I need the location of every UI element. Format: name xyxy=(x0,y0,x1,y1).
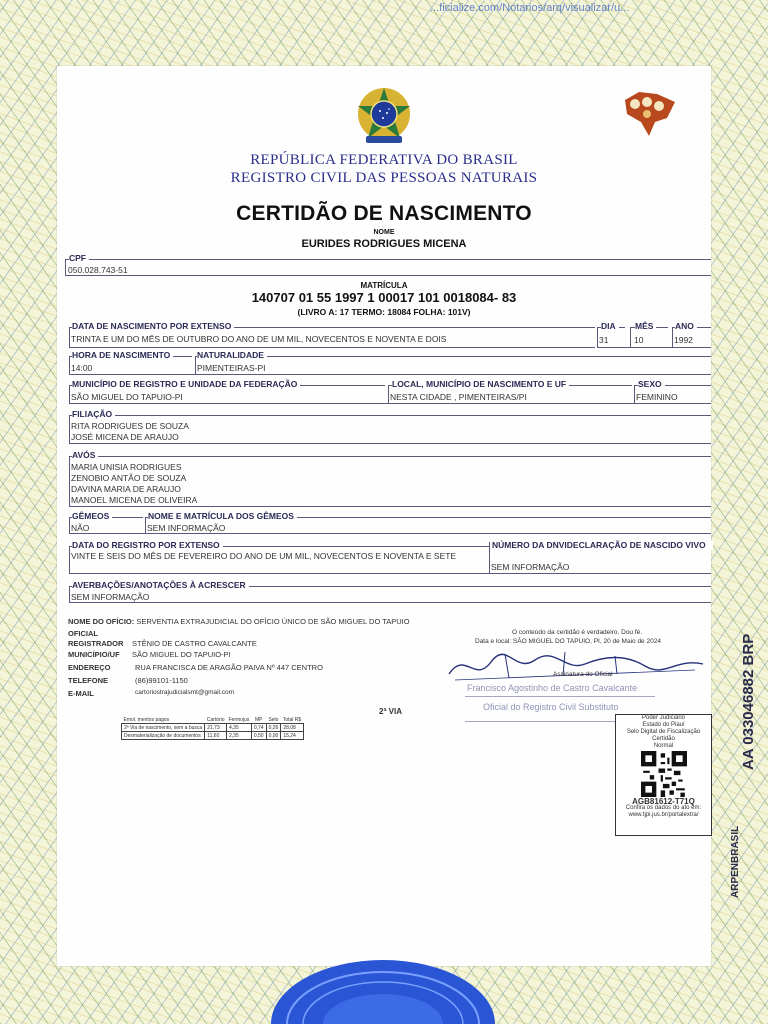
municipio-bottom xyxy=(69,403,711,404)
arpen-brand: ARPENBRASIL xyxy=(730,825,741,898)
oficio-nome-label: NOME DO OFÍCIO: xyxy=(68,617,135,626)
naturalidade-rule xyxy=(195,356,711,357)
avos-grandparent: DAVINA MARIA DE ARAUJO xyxy=(71,484,181,494)
municipio-bar xyxy=(69,385,70,403)
seal-line: Poder Judiciário xyxy=(641,715,686,721)
costs-header-row xyxy=(122,716,304,724)
averbacoes-bottom xyxy=(69,602,711,603)
costs-row xyxy=(122,732,304,740)
naturalidade-value: PIMENTEIRAS-PI xyxy=(197,363,266,373)
signer-role: Oficial do Registro Civil Substituto xyxy=(483,702,619,712)
year-value: 1992 xyxy=(674,335,693,345)
seal-line: Normal xyxy=(653,743,674,749)
avos-label: AVÓS xyxy=(72,450,98,460)
signer-stamp: Francisco Agostinho de Castro Cavalcante xyxy=(467,683,638,693)
gemeos-nome-bar xyxy=(145,517,146,533)
gemeos-value: NÃO xyxy=(71,523,90,533)
avos-bar xyxy=(69,456,70,506)
gemeos-nome-value: SEM INFORMAÇÃO xyxy=(147,523,226,533)
seal-code: AGB81612-T71Q xyxy=(632,797,695,806)
filiacao-parent: JOSÉ MICENA DE ARAUJO xyxy=(71,432,179,442)
costs-header: MP xyxy=(254,716,263,723)
naturalidade-bar xyxy=(195,356,196,374)
municipio-uf-value: SÃO MIGUEL DO TAPUIO-PI xyxy=(132,650,231,659)
dnv-bar xyxy=(489,542,490,573)
costs-cell: Desmaterialização de documentos xyxy=(122,732,205,740)
local-bar xyxy=(388,385,389,403)
matricula-label: MATRÍCULA xyxy=(360,281,408,290)
costs-cell: 21,73 xyxy=(205,724,227,732)
gemeos-bar xyxy=(69,517,70,533)
costs-cell: 2ª Via de nascimento, sem a busca xyxy=(122,724,205,732)
birth-time-label: HORA DE NASCIMENTO xyxy=(72,350,173,360)
signature-label: Assinatura do Oficial xyxy=(553,671,613,678)
costs-cell: 0,74 xyxy=(251,724,266,732)
dmy-bottom xyxy=(597,347,711,348)
cpf-rule xyxy=(65,259,711,260)
birth-date-bottom xyxy=(69,347,595,348)
municipio-value: SÃO MIGUEL DO TAPUIO-PI xyxy=(71,392,183,402)
stamp-rule-top xyxy=(465,696,655,697)
birth-date-bar xyxy=(69,327,70,347)
time-bottom xyxy=(69,374,711,375)
registrador-label: REGISTRADOR xyxy=(68,639,124,648)
gemeos-label: GÊMEOS xyxy=(72,511,112,521)
filiacao-bottom xyxy=(69,443,711,444)
month-value: 10 xyxy=(634,335,644,345)
cpf-bar xyxy=(65,259,66,275)
costs-table xyxy=(121,716,304,740)
attestation-line1: O conteúdo da certidão é verdadeiro. Dou fé. xyxy=(512,629,643,636)
day-bar xyxy=(597,327,598,347)
costs-cell: 28,08 xyxy=(281,724,303,732)
seal-verify-url[interactable]: www.tjpi.jus.br/portalextra/ xyxy=(628,812,699,818)
data-registro-label: DATA DO REGISTRO POR EXTENSO xyxy=(72,540,223,550)
name-label: NOME xyxy=(373,229,395,236)
costs-cell: 2,35 xyxy=(227,732,252,740)
national-seal-icon xyxy=(352,84,416,148)
registered-name: EURIDES RODRIGUES MICENA xyxy=(301,238,467,250)
municipio-label: MUNICÍPIO DE REGISTRO E UNIDADE DA FEDERAÇÃO xyxy=(72,379,300,389)
attestation-line2: Data e local: SÃO MIGUEL DO TAPUIO, PI, 20 de Maio de 2024 xyxy=(475,638,661,645)
matricula-book: (LIVRO A: 17 TERMO: 18084 FOLHA: 101V) xyxy=(297,307,471,317)
filiacao-bar xyxy=(69,415,70,443)
costs-header: Selo xyxy=(268,716,279,723)
registry-logo-icon xyxy=(617,82,681,140)
averbacoes-bar xyxy=(69,586,70,602)
cpf-bottom-rule xyxy=(65,275,711,276)
oficio-nome-row xyxy=(68,617,410,626)
avos-bottom xyxy=(69,506,711,507)
birth-date-label: DATA DE NASCIMENTO POR EXTENSO xyxy=(72,321,234,331)
costs-cell: 11,60 xyxy=(205,732,227,740)
averbacoes-value: SEM INFORMAÇÃO xyxy=(71,592,150,602)
telefone-value: (86)99101-1150 xyxy=(135,676,188,685)
security-seal-icon xyxy=(268,944,498,1024)
telefone-label: TELEFONE xyxy=(68,676,109,685)
local-label: LOCAL, MUNICÍPIO DE NASCIMENTO E UF xyxy=(392,379,569,389)
email-value: cartoriostrajudicialsmt@gmail.com xyxy=(135,689,235,696)
republic-heading: REPÚBLICA FEDERATIVA DO BRASIL xyxy=(250,152,518,168)
signature-icon xyxy=(445,644,707,686)
second-copy-label: 2ª VIA xyxy=(379,707,402,716)
municipio-uf-label: MUNICÍPIO/UF xyxy=(68,650,120,659)
avos-grandparent: MARIA UNISIA RODRIGUES xyxy=(71,462,182,472)
cpf-value: 050.028.743-51 xyxy=(68,265,128,275)
birth-date-value: TRINTA E UM DO MÊS DE OUTUBRO DO ANO DE UM MIL, NOVECENTOS E NOVENTA E DOIS xyxy=(71,334,447,344)
year-label: ANO xyxy=(675,321,697,331)
averbacoes-label: AVERBAÇÕES/ANOTAÇÕES À ACRESCER xyxy=(72,580,249,590)
dnv-label: NÚMERO DA DNVIDECLARAÇÃO DE NASCIDO VIVO xyxy=(492,541,713,550)
sexo-label: SEXO xyxy=(638,379,665,389)
gemeos-nome-label: NOME E MATRÍCULA DOS GÊMEOS xyxy=(148,511,297,521)
seal-line: Certidão xyxy=(652,736,675,742)
day-value: 31 xyxy=(599,335,609,345)
avos-grandparent: MANOEL MICENA DE OLIVEIRA xyxy=(71,495,198,505)
data-registro-bottom xyxy=(69,573,711,574)
endereco-label: ENDEREÇO xyxy=(68,663,111,672)
cpf-label: CPF xyxy=(69,253,89,263)
matricula-number: 140707 01 55 1997 1 00017 101 0018084- 83 xyxy=(251,290,517,305)
qr-code-icon[interactable] xyxy=(641,751,687,797)
registry-heading: REGISTRO CIVIL DAS PESSOAS NATURAIS xyxy=(230,170,538,186)
costs-cell: 0,26 xyxy=(266,724,281,732)
birth-time-value: 14:00 xyxy=(71,363,93,373)
filiacao-parent: RITA RODRIGUES DE SOUZA xyxy=(71,421,189,431)
naturalidade-label: NATURALIDADE xyxy=(197,350,267,360)
filiacao-rule xyxy=(69,415,711,416)
costs-row xyxy=(122,724,304,732)
seal-verify: Confira os dados do ato em: xyxy=(625,805,702,811)
serial-number: AA 033046882 BRP xyxy=(740,633,757,770)
sexo-value: FEMININO xyxy=(636,392,678,402)
browser-url-fragment: ...ficialize.com/Notarios/arq/visualizar/u... xyxy=(430,2,630,14)
gemeos-bottom xyxy=(69,533,711,534)
birth-certificate xyxy=(57,66,711,966)
costs-cell: 0,00 xyxy=(266,732,281,740)
costs-header: Emol. mentos pagos xyxy=(123,716,170,723)
data-registro-value: VINTE E SEIS DO MÊS DE FEVEREIRO DO ANO DE UM MIL, NOVECENTOS E NOVENTA E SETE xyxy=(71,551,457,561)
data-registro-bar xyxy=(69,546,70,573)
local-value: NESTA CIDADE , PIMENTEIRAS/PI xyxy=(390,392,527,402)
month-bar xyxy=(630,327,631,347)
filiacao-label: FILIAÇÃO xyxy=(72,409,115,419)
oficio-nome-value: SERVENTIA EXTRAJUDICIAL DO OFÍCIO ÚNICO DE SÃO MIGUEL DO TAPUIO xyxy=(136,617,410,626)
seal-line: Selo Digital de Fiscalização xyxy=(626,729,701,735)
costs-header: Fermojus xyxy=(228,716,250,723)
avos-rule xyxy=(69,456,711,457)
costs-cell: 15,24 xyxy=(281,732,303,740)
costs-header: Cartório xyxy=(206,716,225,723)
year-bar xyxy=(672,327,673,347)
digital-seal xyxy=(615,714,712,836)
sexo-bar xyxy=(634,385,635,403)
document-title: CERTIDÃO DE NASCIMENTO xyxy=(236,202,532,225)
month-label: MÊS xyxy=(635,321,656,331)
day-label: DIA xyxy=(601,321,619,331)
dnv-value: SEM INFORMAÇÃO xyxy=(491,562,570,572)
endereco-value: RUA FRANCISCA DE ARAGÃO PAIVA Nº 447 CENTRO xyxy=(135,663,323,672)
oficial-label: OFICIAL xyxy=(68,629,98,638)
registrador-value: STÊNIO DE CASTRO CAVALCANTE xyxy=(132,639,257,648)
avos-grandparent: ZENOBIO ANTÃO DE SOUZA xyxy=(71,473,187,483)
costs-header: Total R$ xyxy=(282,716,302,723)
email-label: E-MAIL xyxy=(68,689,94,698)
time-bar xyxy=(69,356,70,374)
costs-cell: 4,35 xyxy=(227,724,252,732)
seal-line: Estado do Piauí xyxy=(642,722,685,728)
costs-cell: 0,50 xyxy=(251,732,266,740)
